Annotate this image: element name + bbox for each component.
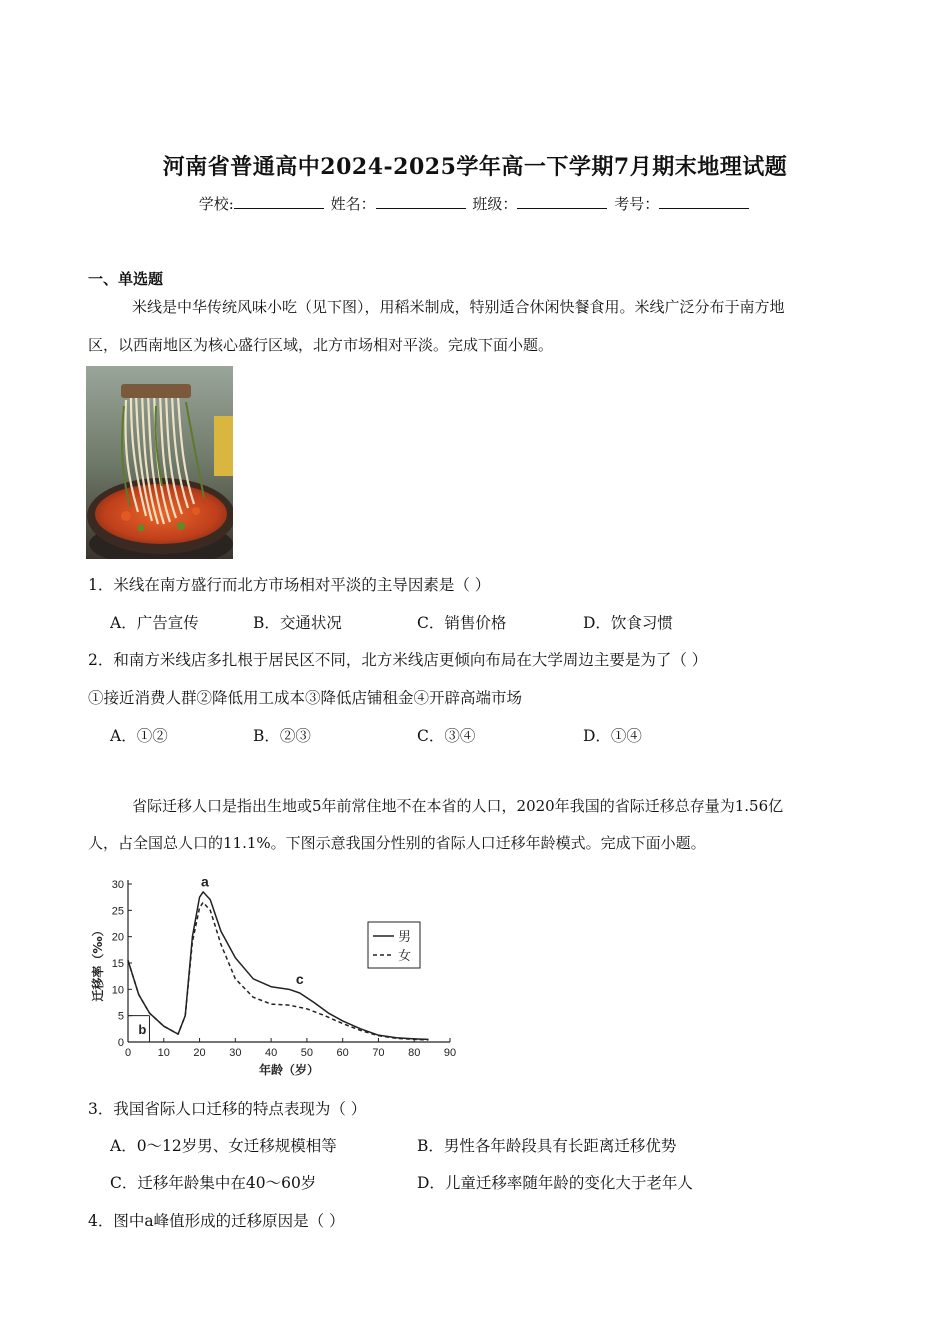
migration-age-chart xyxy=(88,870,468,1085)
x-tick-label: 50 xyxy=(300,1047,314,1059)
name-blank xyxy=(376,194,466,209)
id-blank xyxy=(659,194,749,209)
q1-option-a[interactable]: A．广告宣传 xyxy=(110,614,199,632)
passage2-line2: 人，占全国总人口的11.1%。下图示意我国分性别的省际人口迁移年龄模式。完成下面小题。 xyxy=(88,834,706,852)
y-tick-label: 30 xyxy=(111,879,124,891)
q3-option-d[interactable]: D．儿童迁移率随年龄的变化大于老年人 xyxy=(417,1174,693,1192)
school-label: 学校: xyxy=(198,195,234,213)
q3-option-c[interactable]: C．迁移年龄集中在40～60岁 xyxy=(110,1174,317,1192)
x-tick-label: 0 xyxy=(124,1047,132,1059)
y-axis-label: 迁移率（‰） xyxy=(91,924,105,1002)
y-tick-label: 15 xyxy=(111,958,124,970)
x-tick-label: 80 xyxy=(408,1047,421,1059)
name-label: 姓名： xyxy=(330,195,376,213)
q3-stem: 3．我国省际人口迁移的特点表现为（ ） xyxy=(88,1100,367,1118)
legend-label-male: 男 xyxy=(398,930,412,945)
q1-option-d[interactable]: D．饮食习惯 xyxy=(583,614,673,632)
q3-option-a[interactable]: A．0～12岁男、女迁移规模相等 xyxy=(110,1137,337,1155)
q2-option-b[interactable]: B．②③ xyxy=(253,727,311,745)
annotation-c: c xyxy=(295,971,304,988)
x-tick-label: 10 xyxy=(157,1047,170,1059)
section-heading: 一、单选题 xyxy=(88,270,164,288)
x-axis-label: 年龄（岁） xyxy=(258,1063,320,1077)
legend-box xyxy=(368,922,420,968)
x-tick-label: 30 xyxy=(229,1047,242,1059)
y-tick-label: 5 xyxy=(117,1010,124,1023)
class-label: 班级： xyxy=(472,195,518,213)
x-tick-label: 60 xyxy=(336,1047,349,1059)
y-tick-label: 0 xyxy=(117,1037,124,1049)
q2-items: ①接近消费人群②降低用工成本③降低店铺租金④开辟高端市场 xyxy=(88,689,523,707)
q3-option-b[interactable]: B．男性各年龄段具有长距离迁移优势 xyxy=(417,1137,677,1155)
q2-option-d[interactable]: D．①④ xyxy=(583,727,642,745)
class-blank xyxy=(517,194,607,209)
school-blank xyxy=(234,194,324,209)
q1-option-b[interactable]: B．交通状况 xyxy=(253,614,342,632)
y-tick-label: 20 xyxy=(111,931,124,944)
legend-label-female: 女 xyxy=(398,949,412,964)
exam-title: 河南省普通高中2024-2025学年高一下学期7月期末地理试题 xyxy=(162,154,788,180)
passage1-line2: 区，以西南地区为核心盛行区域，北方市场相对平淡。完成下面小题。 xyxy=(88,336,554,354)
q2-stem: 2．和南方米线店多扎根于居民区不同，北方米线店更倾向布局在大学周边主要是为了（ ） xyxy=(88,651,708,669)
q1-stem: 1．米线在南方盛行而北方市场相对平淡的主导因素是（ ） xyxy=(88,576,491,594)
q2-option-a[interactable]: A．①② xyxy=(110,727,168,745)
rice-noodle-photo xyxy=(86,366,233,559)
x-tick-label: 40 xyxy=(264,1047,278,1059)
passage1-line1: 米线是中华传统风味小吃（见下图），用稻米制成，特别适合休闲快餐食用。米线广泛分布于南方地 xyxy=(132,298,785,316)
x-tick-label: 90 xyxy=(443,1047,457,1059)
x-tick-label: 20 xyxy=(193,1047,206,1059)
x-tick-label: 70 xyxy=(372,1047,385,1059)
id-label: 考号： xyxy=(614,195,660,213)
passage2-line1: 省际迁移人口是指出生地或5年前常住地不在本省的人口，2020年我国的省际迁移总存量为1.56亿 xyxy=(132,797,784,815)
y-tick-label: 10 xyxy=(111,984,124,997)
q4-stem: 4．图中a峰值形成的迁移原因是（ ） xyxy=(88,1212,345,1230)
y-tick-label: 25 xyxy=(111,905,124,918)
q2-option-c[interactable]: C．③④ xyxy=(417,727,476,745)
annotation-a: a xyxy=(201,873,209,890)
q1-option-c[interactable]: C．销售价格 xyxy=(417,614,507,632)
student-info-line xyxy=(0,193,950,214)
annotation-b: b xyxy=(138,1022,147,1038)
